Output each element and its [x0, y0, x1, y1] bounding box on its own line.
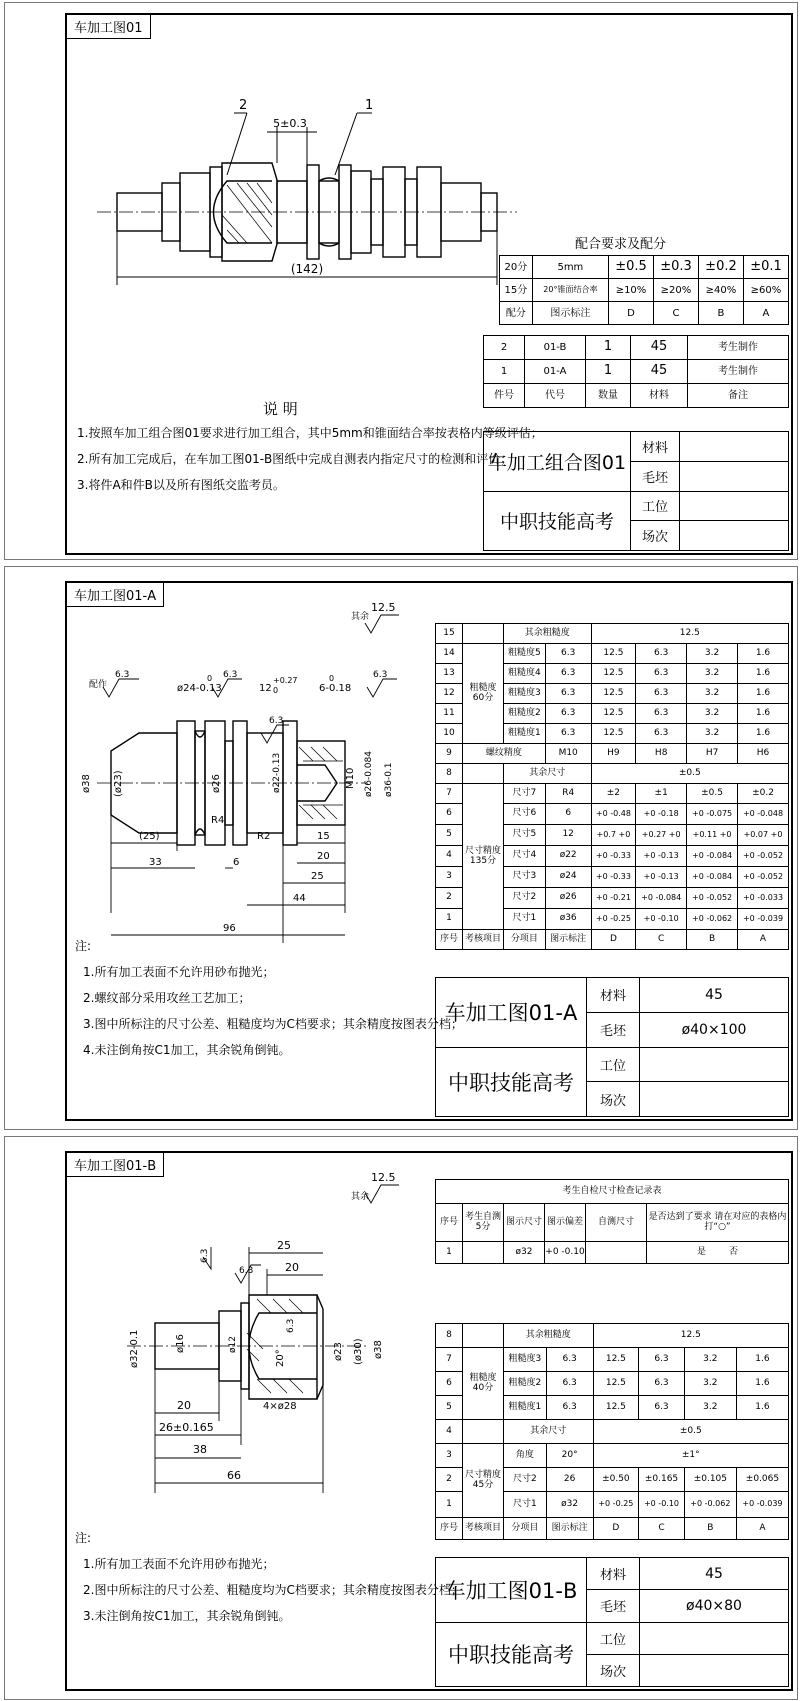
dim-gap: 5±0.3 — [273, 117, 307, 130]
note-line: 4.未注倒角按C1加工，其余锐角倒钝。 — [83, 1043, 291, 1057]
note-line: 2.所有加工完成后，在车加工图01-B图纸中完成自测表内指定尺寸的检测和评价； — [77, 452, 513, 466]
grading-table-a: 15 其余粗糙度 12.5 14 粗糙度 60分 粗糙度5 6.3 12.5 6.3 3.2 1.6 13 粗糙度4 6.3 12.5 6.3 3.2 1.6 12 粗糙度3 6.3 12.5 6.3 3.2 1.6 11 粗糙度2 6.3 12.5 6.3 3.2 1.6 10 粗糙度1 6.3 12.5 6.3 3.2 1.6 9 螺纹精度 M10 H9 H8 H7 H6 8 其余尺寸 ±0.5 7 尺寸精度 135分 尺寸7 R4 ±2 ±1 ±0.5 ±0.2 6 尺寸6 6 +0 -0.48 +0 -0.18 +0 -0.075 +0 -0.048 5 尺寸5 12 +0.7 +0 +0.27 +0 +0.11 +0 +0.07 +0 4 尺寸4 ø22 +0 -0.33 +0 -0.13 +0 -0.084 +0 -0.052 3 尺寸3 ø24 +0 -0.33 +0 -0.13 +0 -0.084 +0 -0.052 2 尺寸2 ø26 +0 -0.21 +0 -0.084 +0 -0.052 +0 -0.033 1 尺寸1 ø36 +0 -0.25 +0 -0.10 +0 -0.062 +0 -0.039 序号 考核项目 分项目 图示标注 D C B A — [435, 623, 789, 950]
note-line: 3.将件A和件B以及所有图纸交监考员。 — [77, 478, 285, 492]
organization: 中职技能高考 — [436, 1047, 587, 1117]
svg-text:R4: R4 — [211, 815, 225, 826]
svg-text:12: 12 — [259, 683, 272, 694]
sheet-tag: 车加工图01-A — [67, 583, 164, 607]
svg-text:25: 25 — [277, 1239, 291, 1252]
drawing-frame-3 — [65, 1151, 793, 1691]
drawing-name: 车加工图01-A — [436, 978, 587, 1048]
notes-title: 注: — [75, 1531, 92, 1545]
svg-text:ø32-0.1: ø32-0.1 — [129, 1329, 140, 1368]
svg-text:ø12: ø12 — [228, 1336, 238, 1353]
svg-text:96: 96 — [223, 923, 236, 934]
svg-text:(ø30): (ø30) — [353, 1338, 364, 1365]
svg-text:其余: 其余 — [351, 612, 370, 622]
dim-total: (142) — [290, 262, 324, 276]
svg-text:20: 20 — [285, 1261, 299, 1274]
svg-text:38: 38 — [193, 1443, 207, 1456]
svg-text:15: 15 — [317, 831, 330, 842]
notes — [75, 1525, 463, 1629]
notes-title: 说 明 — [263, 400, 298, 418]
svg-text:6: 6 — [233, 857, 240, 868]
svg-text:0: 0 — [273, 686, 279, 695]
drawing-sheet-3 — [4, 1136, 798, 1700]
label-part-1: 1 — [365, 98, 374, 113]
svg-text:R2: R2 — [257, 831, 271, 842]
note-line: 2.螺纹部分采用攻丝工艺加工； — [83, 991, 251, 1005]
drawing-sheet-1 — [4, 2, 798, 560]
svg-text:ø26-0.084: ø26-0.084 — [364, 751, 374, 797]
svg-text:20: 20 — [317, 851, 330, 862]
svg-text:6.3: 6.3 — [115, 670, 130, 680]
drawing-name: 车加工组合图01 — [484, 432, 631, 492]
svg-text:(25): (25) — [139, 831, 160, 842]
note-line: 1.所有加工表面不允许用砂布抛光； — [83, 1557, 275, 1571]
svg-text:ø38: ø38 — [81, 774, 92, 793]
note-line: 3.未注倒角按C1加工，其余锐角倒钝。 — [83, 1609, 291, 1623]
svg-text:6.3: 6.3 — [269, 716, 284, 726]
title-block: 车加工组合图01 材料 毛坯 中职技能高考 工位 场次 — [483, 431, 789, 551]
fit-table: 20分 5mm ±0.5 ±0.3 ±0.2 ±0.1 15分 20°锥面结合率 ≥10% ≥20% ≥40% ≥60% 配分 图示标注 D C B A — [499, 255, 789, 325]
organization: 中职技能高考 — [484, 491, 631, 551]
svg-text:20: 20 — [177, 1399, 191, 1412]
drawing-name: 车加工图01-B — [436, 1558, 587, 1623]
svg-text:6.3: 6.3 — [200, 1248, 210, 1263]
svg-text:12.5: 12.5 — [371, 601, 396, 614]
note-line: 3.图中所标注的尺寸公差、粗糙度均为C档要求；其余精度按图表分档； — [83, 1017, 463, 1031]
svg-text:+0.27: +0.27 — [273, 676, 298, 685]
svg-text:ø24-0.13: ø24-0.13 — [177, 683, 222, 694]
self-check-table: 考生自检尺寸检查记录表 序号 考生自测 5分 图示尺寸 图示偏差 自测尺寸 是否达到了要求 请在对应的表格内打“○” 1 ø32 +0 -0.10 是 否 — [435, 1179, 789, 1264]
svg-text:6.3: 6.3 — [373, 670, 388, 680]
svg-text:6.3: 6.3 — [239, 1266, 254, 1276]
notes — [77, 420, 543, 498]
note-line: 2.图中所标注的尺寸公差、粗糙度均为C档要求；其余精度按图表分档； — [83, 1583, 463, 1597]
svg-text:66: 66 — [227, 1469, 241, 1482]
svg-text:ø16: ø16 — [175, 1334, 186, 1353]
svg-text:(ø23): (ø23) — [113, 770, 124, 797]
svg-text:ø23: ø23 — [333, 1342, 344, 1361]
svg-text:ø26: ø26 — [211, 774, 222, 793]
svg-text:0: 0 — [329, 674, 335, 683]
fit-table-title: 配合要求及配分 — [575, 237, 667, 252]
svg-text:44: 44 — [293, 893, 306, 904]
svg-text:配作: 配作 — [89, 680, 108, 690]
parts-list: 2 01-B 1 45 考生制作 1 01-A 1 45 考生制作 件号 代号 数量 材料 备注 — [483, 335, 789, 408]
svg-text:26±0.165: 26±0.165 — [159, 1421, 214, 1434]
svg-text:12.5: 12.5 — [371, 1171, 396, 1184]
sheet-tag: 车加工图01-B — [67, 1153, 164, 1177]
svg-text:ø36-0.1: ø36-0.1 — [384, 762, 394, 797]
svg-text:6.3: 6.3 — [286, 1318, 296, 1333]
notes — [75, 933, 463, 1063]
drawing-frame-1 — [65, 13, 793, 555]
drawing-sheet-2 — [4, 566, 798, 1130]
title-block: 车加工图01-A 材料 45 毛坯 ø40×100 中职技能高考 工位 场次 — [435, 977, 789, 1117]
svg-text:25: 25 — [311, 871, 324, 882]
svg-text:4×ø28: 4×ø28 — [263, 1401, 297, 1412]
note-line: 1.按照车加工组合图01要求进行加工组合，其中5mm和锥面结合率按表格内等级评估； — [77, 426, 543, 440]
note-line: 1.所有加工表面不允许用砂布抛光； — [83, 965, 275, 979]
sheet-tag: 车加工图01 — [67, 15, 151, 39]
svg-text:6-0.18: 6-0.18 — [319, 683, 352, 694]
title-block: 车加工图01-B 材料 45 毛坯 ø40×80 中职技能高考 工位 场次 — [435, 1557, 789, 1687]
organization: 中职技能高考 — [436, 1622, 587, 1687]
grading-table-b: 8 其余粗糙度 12.5 7 粗糙度 40分 粗糙度3 6.3 12.5 6.3 3.2 1.6 6 粗糙度2 6.3 12.5 6.3 3.2 1.6 5 粗糙度1 6.3 12.5 6.3 3.2 1.6 4 其余尺寸 ±0.5 3 尺寸精度 45分 角度 20° ±1° 2 尺寸2 26 ±0.50 ±0.165 ±0.105 ±0.065 1 尺寸1 ø32 +0 -0.25 +0 -0.10 +0 -0.062 +0 -0.039 序号 考核项目 分项目 图示标注 D C B A — [435, 1323, 789, 1540]
svg-text:ø22-0.13: ø22-0.13 — [272, 752, 282, 793]
svg-text:0: 0 — [207, 674, 213, 683]
label-part-2: 2 — [239, 98, 248, 113]
svg-text:ø38: ø38 — [373, 1340, 384, 1359]
svg-text:33: 33 — [149, 857, 162, 868]
svg-text:其余: 其余 — [351, 1192, 370, 1202]
svg-text:20°: 20° — [275, 1349, 286, 1367]
drawing-frame-2 — [65, 581, 793, 1121]
notes-title: 注: — [75, 939, 92, 953]
svg-text:6.3: 6.3 — [223, 670, 238, 680]
svg-text:M10: M10 — [345, 767, 356, 789]
